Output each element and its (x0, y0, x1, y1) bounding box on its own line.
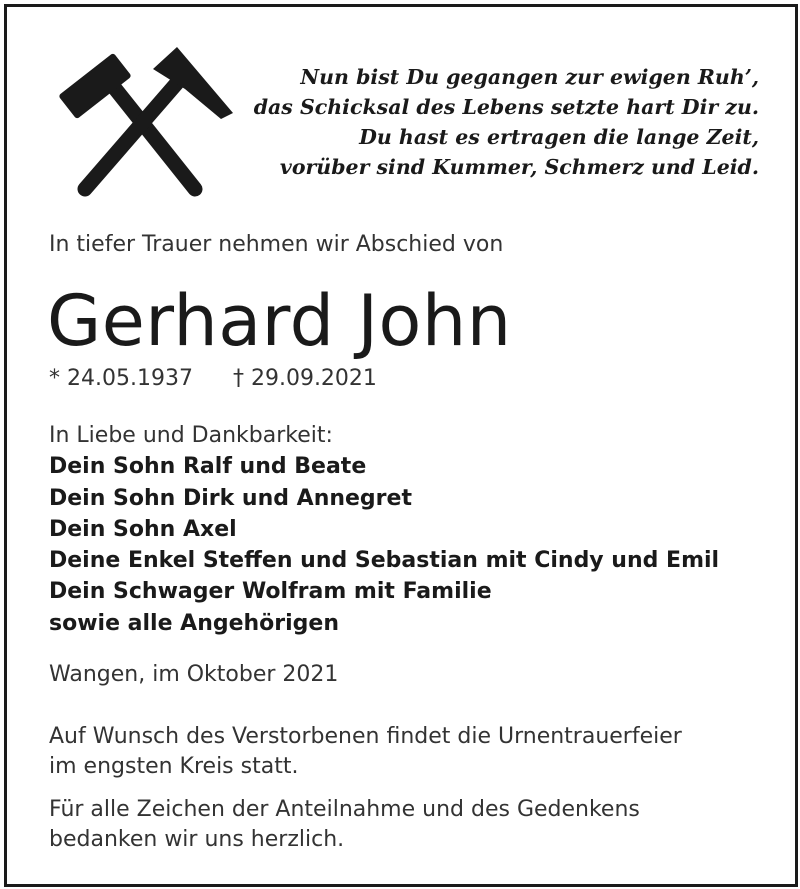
mourner-entry: Dein Sohn Ralf und Beate (49, 454, 367, 480)
mourner-entry: Dein Schwager Wolfram mit Familie (49, 579, 492, 605)
poem-line: vorüber sind Kummer, Schmerz und Leid. (279, 155, 759, 179)
funeral-notice-line: Auf Wunsch des Verstorbenen findet die Urnentrauerfeier (49, 724, 682, 749)
deceased-name: Gerhard John (47, 280, 512, 362)
obituary-frame (4, 4, 798, 887)
funeral-notice (49, 722, 682, 782)
thanks-note (49, 795, 640, 855)
mourners-lead: In Liebe und Dankbarkeit: (49, 423, 333, 448)
poem-line: das Schicksal des Lebens setzte hart Dir zu. (253, 95, 759, 119)
place-and-date: Wangen, im Oktober 2021 (49, 662, 339, 687)
birth-date: * 24.05.1937 (49, 366, 193, 391)
death-date: † 29.09.2021 (232, 366, 377, 391)
life-dates (49, 364, 377, 394)
thanks-note-line: Für alle Zeichen der Anteilnahme und des Gedenkens (49, 797, 640, 822)
mourner-entry: Dein Sohn Axel (49, 516, 237, 542)
mourner-entry: Deine Enkel Steffen und Sebastian mit Cindy und Emil (49, 548, 720, 574)
hammer-and-pick-icon (55, 41, 235, 201)
funeral-notice-line: im engsten Kreis statt. (49, 754, 299, 779)
thanks-note-line: bedanken wir uns herzlich. (49, 827, 345, 852)
mourner-entry: sowie alle Angehörigen (49, 610, 340, 636)
mourner-entry: Dein Sohn Dirk und Annegret (49, 485, 412, 511)
intro-text: In tiefer Trauer nehmen wir Abschied von (49, 232, 504, 257)
poem-line: Nun bist Du gegangen zur ewigen Ruh’, (300, 65, 759, 89)
poem-line: Du hast es ertragen die lange Zeit, (359, 125, 759, 149)
poem (254, 62, 759, 182)
mourners-list (49, 420, 719, 639)
